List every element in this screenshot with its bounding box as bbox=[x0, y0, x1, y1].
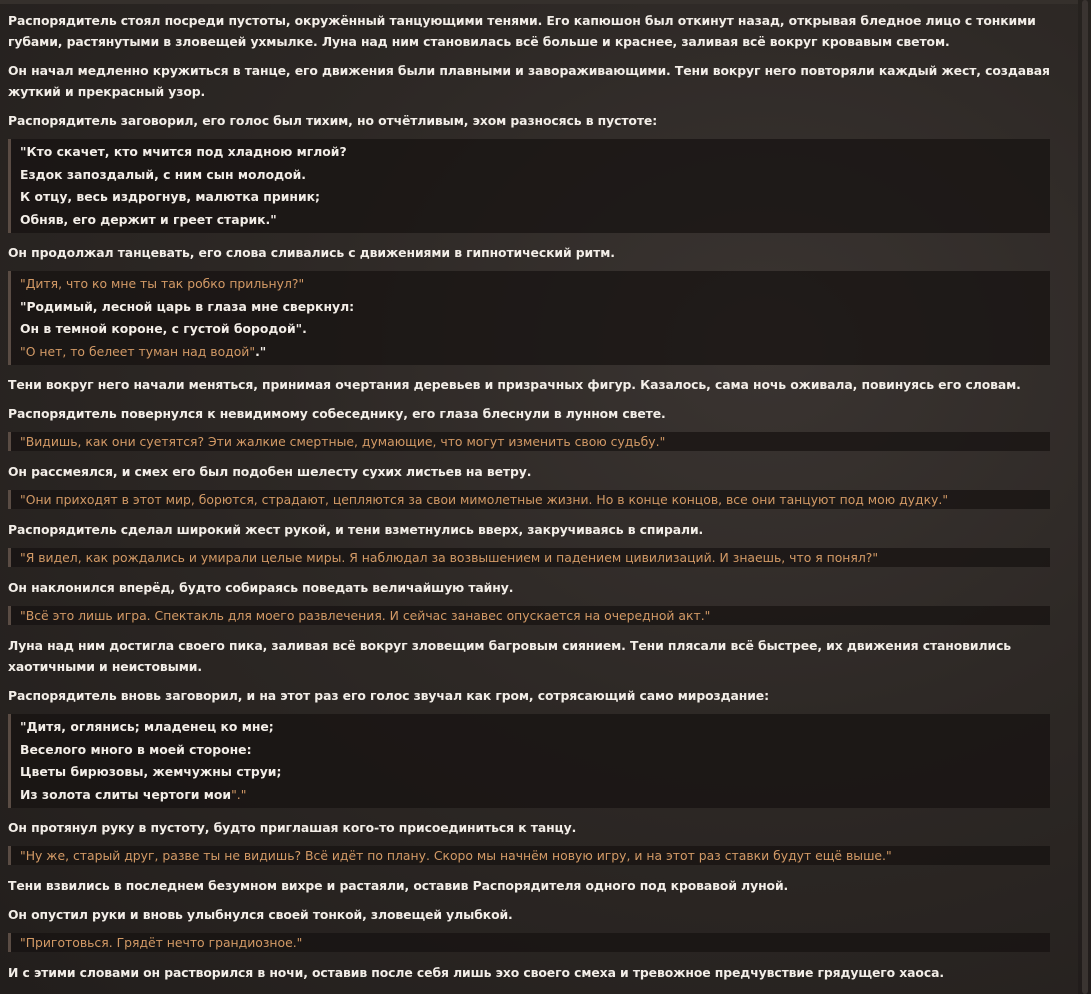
quote-block: "Я видел, как рождались и умирали целые миры. Я наблюдал за возвышением и падением цивилизаций. И знаешь, что я понял?" bbox=[8, 548, 1050, 567]
quote-block: "Видишь, как они суетятся? Эти жалкие смертные, думающие, что могут изменить свою судьбу." bbox=[8, 432, 1050, 451]
paragraph: Распорядитель вновь заговорил, и на этот раз его голос звучал как гром, сотрясающий само мироздание: bbox=[8, 688, 769, 703]
top-edge bbox=[0, 0, 1078, 4]
paragraph: Распорядитель повернулся к невидимому собеседнику, его глаза блеснули в лунном свете. bbox=[8, 406, 666, 421]
paragraph: Он опустил руки и вновь улыбнулся своей тонкой, зловещей улыбкой. bbox=[8, 907, 513, 922]
paragraph: Он рассмеялся, и смех его был подобен шелесту сухих листьев на ветру. bbox=[8, 464, 532, 479]
paragraph: Он продолжал танцевать, его слова сливались с движениями в гипнотический ритм. bbox=[8, 245, 615, 260]
paragraph: Распорядитель стоял посреди пустоты, окружённый танцующими тенями. Его капюшон был откинут назад, открывая бледное лицо с тонкими губами, растянутыми в зловещей ухмылке. Луна над ним становилась всё больше и краснее, заливая всё вокруг кровавым светом. bbox=[8, 13, 1036, 49]
paragraph: Луна над ним достигла своего пика, заливая всё вокруг зловещим багровым сиянием. Тени плясали всё быстрее, их движения становились хаотичными и неистовыми. bbox=[8, 638, 1012, 674]
quote-block: "Ну же, старый друг, разве ты не видишь? Всё идёт по плану. Скоро мы начнём новую игру, и на этот раз ставки будут ещё выше." bbox=[8, 846, 1050, 865]
quote-block: "Всё это лишь игра. Спектакль для моего развлечения. И сейчас занавес опускается на очередной акт." bbox=[8, 606, 1050, 625]
paragraph: Тени вокруг него начали меняться, принимая очертания деревьев и призрачных фигур. Казалось, сама ночь оживала, повинуясь его словам. bbox=[8, 377, 1021, 392]
verse-line: Обняв, его держит и греет старик." bbox=[20, 211, 277, 227]
paragraph: Он наклонился вперёд, будто собираясь поведать величайшую тайну. bbox=[8, 580, 514, 595]
verse-quote-part: "О нет, то белеет туман над водой" bbox=[20, 343, 256, 359]
verse-line: Он в темной короне, с густой бородой". bbox=[20, 321, 307, 336]
verse-line: Ездок запоздалый, с ним сын молодой. bbox=[20, 166, 306, 182]
verse-line-mixed bbox=[20, 784, 1050, 807]
paragraph: И с этими словами он растворился в ночи, оставив после себя лишь эхо своего смеха и тревожное предчувствие грядущего хаоса. bbox=[8, 965, 944, 980]
paragraph: Он начал медленно кружиться в танце, его движения были плавными и завораживающими. Тени вокруг него повторяли каждый жест, создавая жуткий и прекрасный узор. bbox=[8, 63, 1050, 99]
verse-line: "Кто скачет, кто мчится под хладною мглой? bbox=[20, 144, 347, 159]
verse-block bbox=[8, 714, 1050, 808]
verse-line-mixed bbox=[20, 341, 1050, 364]
verse-line-quote: "Дитя, что ко мне ты так робко прильнул?" bbox=[20, 276, 305, 291]
verse-quote-end: "." bbox=[231, 786, 247, 802]
paragraph: Распорядитель сделал широкий жест рукой, и тени взметнулись вверх, закручиваясь в спирали. bbox=[8, 522, 704, 537]
quote-block: "Приготовься. Грядёт нечто грандиозное." bbox=[8, 933, 1050, 952]
paragraph: Он протянул руку в пустоту, будто приглашая кого-то присоединиться к танцу. bbox=[8, 820, 577, 835]
verse-line: К отцу, весь издрогнув, малютка приник; bbox=[20, 189, 320, 204]
paragraph: Распорядитель заговорил, его голос был тихим, но отчётливым, эхом разносясь в пустоте: bbox=[8, 113, 658, 128]
verse-block bbox=[8, 139, 1050, 233]
verse-part: Из золота слиты чертоги мои bbox=[20, 786, 232, 802]
verse-line: Веселого много в моей стороне: bbox=[20, 741, 252, 757]
scrollbar-thumb[interactable] bbox=[1082, 0, 1088, 994]
verse-line: "Родимый, лесной царь в глаза мне сверкнул: bbox=[20, 298, 355, 314]
quote-block: "Они приходят в этот мир, борются, страдают, цепляются за свои мимолетные жизни. Но в конце концов, все они танцуют под мою дудку." bbox=[8, 490, 1050, 509]
paragraph: Тени взвились в последнем безумном вихре и растаяли, оставив Распорядителя одного под кровавой луной. bbox=[8, 878, 789, 893]
message-body bbox=[8, 10, 1050, 991]
verse-block bbox=[8, 271, 1050, 365]
verse-line: Цветы бирюзовы, жемчужны струи; bbox=[20, 764, 282, 779]
verse-line: "Дитя, оглянись; младенец ко мне; bbox=[20, 719, 274, 734]
verse-end-part: ." bbox=[255, 343, 267, 359]
